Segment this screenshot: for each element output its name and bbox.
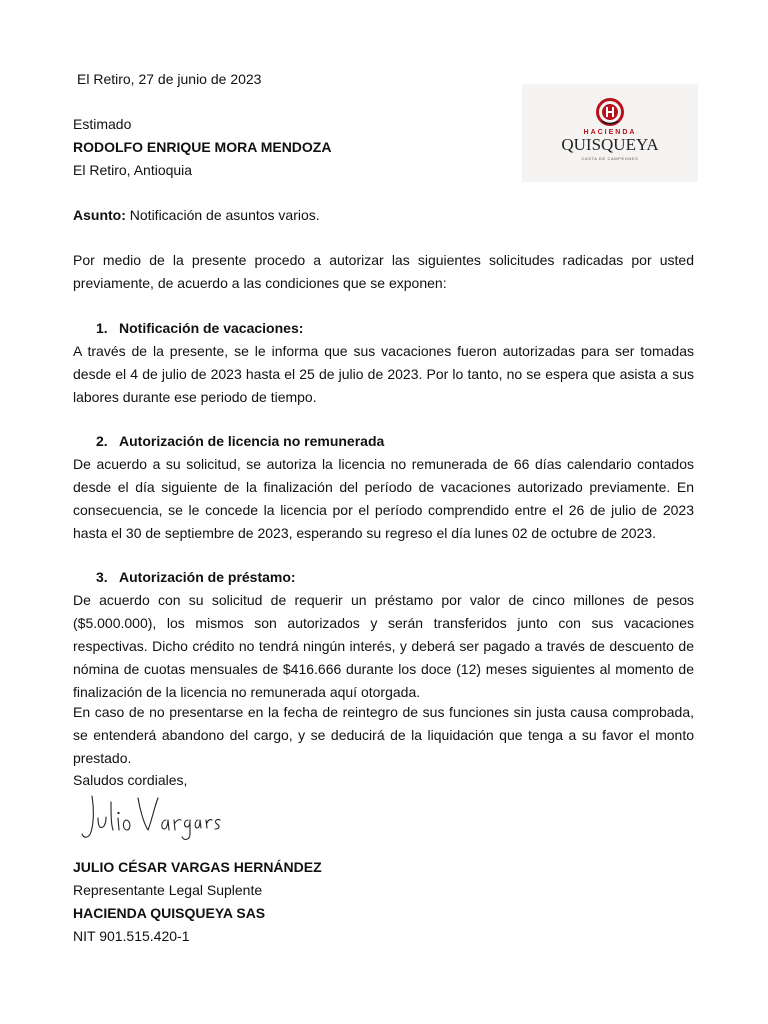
greeting: Estimado: [73, 116, 132, 132]
place-date: El Retiro, 27 de junio de 2023: [77, 71, 262, 87]
closing: Saludos cordiales,: [73, 772, 188, 788]
logo-tagline: CASTA DE CAMPEONES: [581, 156, 639, 161]
section-2-number: 2.: [96, 433, 108, 449]
handwritten-signature: [78, 790, 223, 848]
logo-name: QUISQUEYA: [561, 135, 659, 154]
intro-paragraph: Por medio de la presente procedo a autorizar las siguientes solicitudes radicadas por usted previamente, de acuerdo a las condiciones que se exponen:: [73, 252, 694, 291]
section-1-number: 1.: [96, 320, 108, 336]
section-2-heading: [96, 430, 384, 452]
company-logo: [522, 84, 698, 182]
section-3-heading: [96, 566, 296, 588]
section-2-title: Autorización de licencia no remunerada: [119, 433, 385, 449]
section-3-body: De acuerdo con su solicitud de requerir un préstamo por valor de cinco millones de pesos ($5.000.000), los mismos son autorizados y serán transferidos junto con sus vacaciones respectivas. Dicho crédito no tendrá ningún interés, y deberá ser pagado a través de descuento de nómina de cuotas mensuales de $416.666 durante los doce (12) meses siguientes al momento de finalización de la licencia no remunerada aquí otorgada.: [73, 592, 694, 700]
section-3-extra: En caso de no presentarse en la fecha de reintegro de sus funciones sin justa causa comprobada, se entenderá abandono del cargo, y se deducirá de la liquidación que tenga a su favor el monto prestado.: [73, 704, 694, 766]
section-3-number: 3.: [96, 569, 108, 585]
logo-small-text: HACIENDA: [583, 129, 637, 136]
signer-company: HACIENDA QUISQUEYA SAS: [73, 905, 266, 921]
section-2-body: De acuerdo a su solicitud, se autoriza la licencia no remunerada de 66 días calendario contados desde el día siguiente de la finalización del período de vacaciones autorizado previamente. En consecuencia, se le concede la licencia por el período comprendido entre el 26 de julio de 2023 hasta el 30 de septiembre de 2023, esperando su regreso el día lunes 02 de octubre de 2023.: [73, 456, 694, 541]
signer-name: JULIO CÉSAR VARGAS HERNÁNDEZ: [73, 859, 322, 875]
recipient-name: RODOLFO ENRIQUE MORA MENDOZA: [73, 139, 332, 155]
subject-label: Asunto:: [73, 207, 126, 223]
section-1-heading: [96, 317, 303, 339]
section-3-title: Autorización de préstamo:: [119, 569, 296, 585]
signer-role: Representante Legal Suplente: [73, 882, 263, 898]
section-1-title: Notificación de vacaciones:: [119, 320, 304, 336]
recipient-location: El Retiro, Antioquia: [73, 162, 193, 178]
subject-text: Notificación de asuntos varios.: [129, 207, 320, 223]
company-nit: NIT 901.515.420-1: [73, 928, 190, 944]
section-1-body: A través de la presente, se le informa que sus vacaciones fueron autorizadas para ser tomadas desde el 4 de julio de 2023 hasta el 25 de julio de 2023. Por lo tanto, no se espera que asista a sus labores durante ese periodo de tiempo.: [73, 343, 694, 405]
subject-line: [73, 204, 320, 226]
